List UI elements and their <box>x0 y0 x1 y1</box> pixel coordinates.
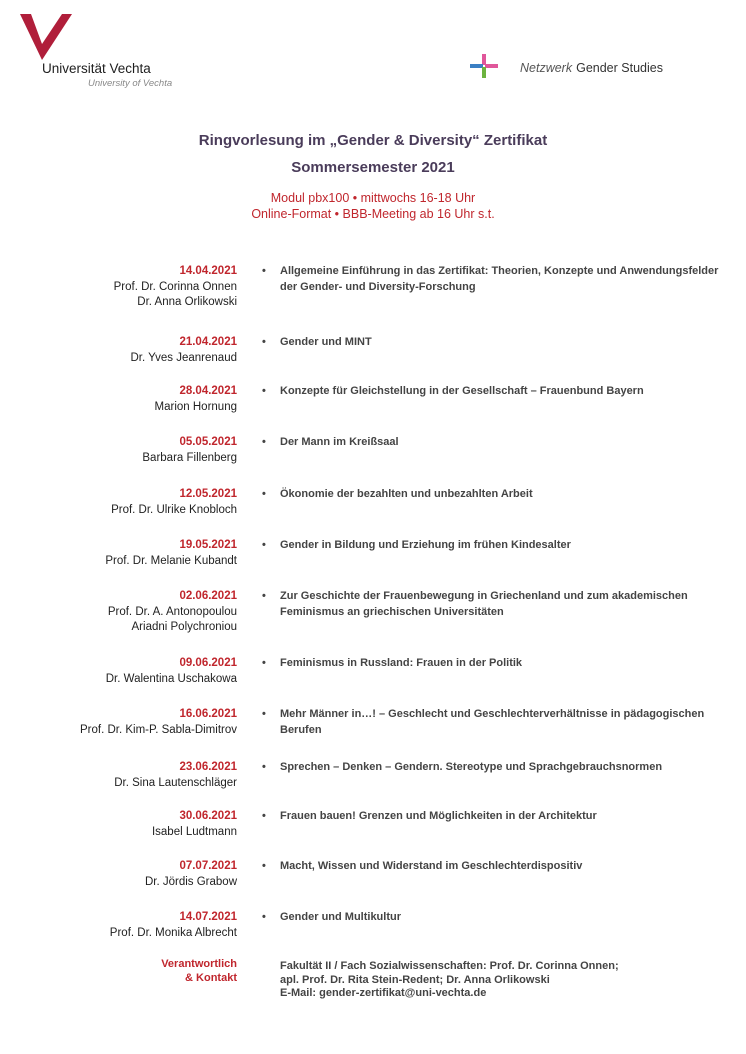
schedule-entry <box>0 264 746 314</box>
bullet-icon: • <box>262 657 266 669</box>
entry-meta <box>145 859 237 890</box>
entry-topic: Gender und Multikultur <box>280 911 401 923</box>
entry-topic: Zur Geschichte der Frauenbewegung in Griechenland und zum akademischen Feminismus an griechischen Universitäten <box>280 590 688 618</box>
entry-date: 05.05.2021 <box>179 436 237 448</box>
schedule-entry <box>0 910 746 960</box>
bullet-icon: • <box>262 385 266 397</box>
bullet-icon: • <box>262 265 266 277</box>
entry-speaker: Dr. Yves Jeanrenaud <box>130 351 237 364</box>
entry-speaker: Prof. Dr. Corinna Onnen <box>113 280 237 293</box>
entry-meta <box>152 809 237 840</box>
entry-speaker: Marion Hornung <box>154 400 237 413</box>
entry-speaker: Prof. Dr. Kim-P. Sabla-Dimitrov <box>80 723 237 736</box>
entry-meta <box>114 264 237 311</box>
network-word-1: Netzwerk <box>520 61 573 75</box>
schedule-entry <box>0 656 746 706</box>
entry-date: 07.07.2021 <box>179 860 237 872</box>
entry-date: 19.05.2021 <box>179 539 237 551</box>
modul-info: Modul pbx100 • mittwochs 16-18 Uhr <box>270 191 476 205</box>
entry-topic: Ökonomie der bezahlten und unbezahlten Arbeit <box>280 488 533 500</box>
entry-meta <box>114 760 237 791</box>
responsible-label-line-2: & Kontakt <box>185 971 237 984</box>
entry-speaker: Dr. Sina Lautenschläger <box>114 776 237 789</box>
bullet-icon: • <box>262 810 266 822</box>
university-v-mark-icon <box>20 14 72 60</box>
university-subtitle: University of Vechta <box>88 78 173 89</box>
bullet-icon: • <box>262 911 266 923</box>
entry-date: 28.04.2021 <box>179 385 237 397</box>
university-logo <box>18 14 188 89</box>
schedule-entry <box>0 760 746 810</box>
bullet-icon: • <box>262 860 266 872</box>
schedule-entry <box>0 435 746 485</box>
entry-date: 14.04.2021 <box>179 265 237 277</box>
entry-speaker: Dr. Jördis Grabow <box>144 875 237 888</box>
responsible-line: apl. Prof. Dr. Rita Stein-Redent; Dr. Anna Orlikowski <box>280 973 550 986</box>
entry-speaker: Isabel Ludtmann <box>151 825 237 838</box>
entry-speaker: Ariadni Polychroniou <box>131 621 237 633</box>
responsible-label-line-1: Verantwortlich <box>161 958 237 970</box>
entry-meta <box>130 335 237 366</box>
entry-meta <box>108 589 237 636</box>
entry-date: 21.04.2021 <box>179 336 237 348</box>
entry-meta <box>155 384 237 415</box>
bullet-icon: • <box>262 590 266 602</box>
schedule-entry <box>0 859 746 909</box>
entry-meta <box>142 435 237 466</box>
university-name: Universität Vechta <box>42 61 151 76</box>
entry-meta <box>106 656 237 687</box>
semester: Sommersemester 2021 <box>291 159 455 176</box>
entry-speaker: Prof. Dr. Ulrike Knobloch <box>111 503 237 516</box>
schedule-entry <box>0 335 746 385</box>
schedule-entry <box>0 538 746 588</box>
entry-speaker: Barbara Fillenberg <box>142 451 237 464</box>
bullet-icon: • <box>262 436 266 448</box>
entry-topic: Allgemeine Einführung in das Zertifikat: Theorien, Konzepte und Anwendungsfelder der Gender- und Diversity-Forschung <box>280 265 719 293</box>
entry-meta <box>80 707 237 738</box>
entry-date: 14.07.2021 <box>179 911 237 923</box>
entry-date: 23.06.2021 <box>179 761 237 773</box>
entry-meta <box>110 910 237 941</box>
responsible-label <box>161 958 237 985</box>
entry-speaker: Dr. Walentina Uschakowa <box>105 672 237 685</box>
network-plus-icon <box>470 54 498 78</box>
responsible-email: E-Mail: gender-zertifikat@uni-vechta.de <box>280 987 487 999</box>
network-word-2: Gender Studies <box>576 61 663 75</box>
entry-date: 30.06.2021 <box>179 810 237 822</box>
bullet-icon: • <box>262 708 266 720</box>
entry-topic: Sprechen – Denken – Gendern. Stereotype und Sprachgebrauchsnormen <box>280 761 663 773</box>
responsible-line: Fakultät II / Fach Sozialwissenschaften: Prof. Dr. Corinna Onnen; <box>280 960 619 972</box>
bullet-icon: • <box>262 539 266 551</box>
schedule-entry <box>0 589 746 639</box>
network-name <box>520 61 663 75</box>
format-info: Online-Format • BBB-Meeting ab 16 Uhr s.t. <box>251 207 495 221</box>
entry-speaker: Dr. Anna Orlikowski <box>137 296 237 308</box>
entry-topic: Macht, Wissen und Widerstand im Geschlechterdispositiv <box>280 860 583 872</box>
entry-speaker: Prof. Dr. A. Antonopoulou <box>107 605 237 618</box>
page-title: Ringvorlesung im „Gender & Diversity“ Zertifikat <box>198 132 548 149</box>
bullet-icon: • <box>262 761 266 773</box>
entry-speaker: Prof. Dr. Melanie Kubandt <box>105 554 237 567</box>
schedule-entry <box>0 809 746 859</box>
responsible-contact <box>280 960 720 1001</box>
entry-date: 09.06.2021 <box>179 657 237 669</box>
schedule-entry <box>0 384 746 434</box>
schedule-entry <box>0 487 746 537</box>
entry-topic: Mehr Männer in…! – Geschlecht und Geschlechterverhältnisse in pädagogischen Berufen <box>280 708 705 736</box>
network-gender-studies-logo <box>470 54 710 80</box>
entry-speaker: Prof. Dr. Monika Albrecht <box>109 926 237 939</box>
entry-meta <box>111 487 237 518</box>
entry-date: 12.05.2021 <box>179 488 237 500</box>
entry-topic: Frauen bauen! Grenzen und Möglichkeiten in der Architektur <box>280 810 597 822</box>
bullet-icon: • <box>262 336 266 348</box>
entry-date: 16.06.2021 <box>179 708 237 720</box>
entry-date: 02.06.2021 <box>179 590 237 602</box>
schedule-entry <box>0 707 746 757</box>
entry-topic: Konzepte für Gleichstellung in der Gesellschaft – Frauenbund Bayern <box>280 385 644 397</box>
entry-topic: Gender und MINT <box>280 336 372 348</box>
bullet-icon: • <box>262 488 266 500</box>
entry-meta <box>105 538 237 569</box>
entry-topic: Feminismus in Russland: Frauen in der Politik <box>280 657 523 669</box>
entry-topic: Der Mann im Kreißsaal <box>280 436 399 448</box>
entry-topic: Gender in Bildung und Erziehung im frühen Kindesalter <box>280 539 571 551</box>
